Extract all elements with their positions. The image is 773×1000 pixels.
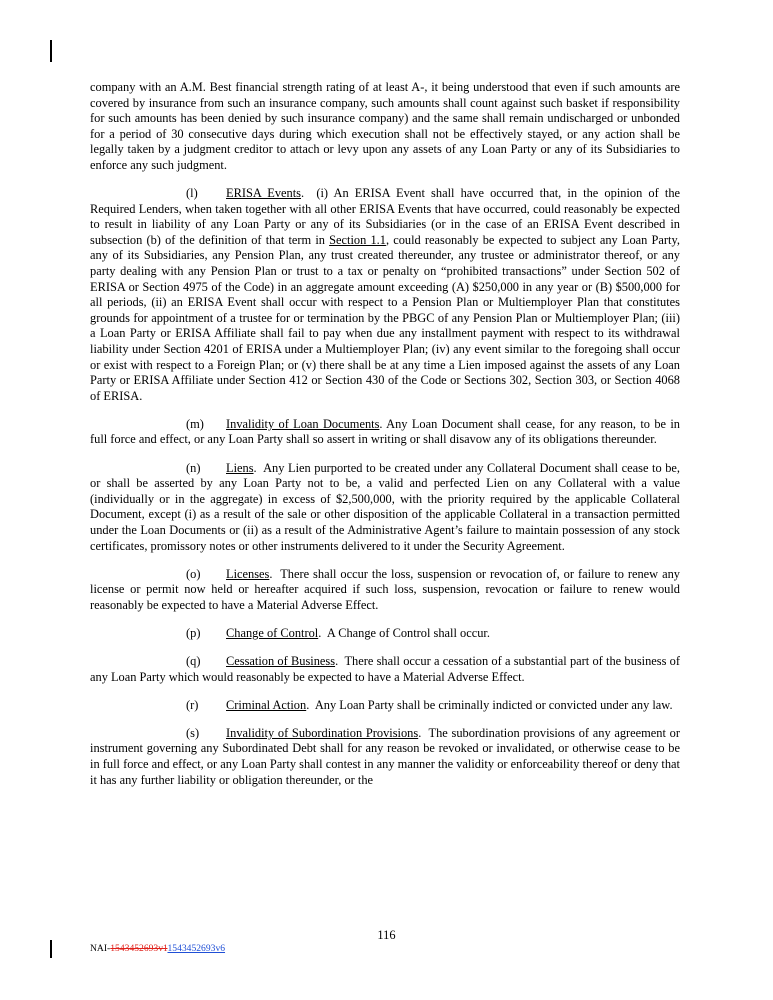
- section-m: (m) Invalidity of Loan Documents. Any Loan Document shall cease, for any reason, to be in full force and effect, or any Loan Party shall so assert in writing or shall disavow any of its obligations thereunder.: [90, 416, 680, 447]
- section-heading: Cessation of Business: [226, 654, 336, 668]
- section-q: (q) Cessation of Business. There shall occur a cessation of a substantial part of the business of any Loan Party which would reasonably be expected to have a Material Adverse Effect.: [90, 654, 680, 684]
- section-heading: Invalidity of Subordination Provisions: [226, 725, 419, 740]
- deleted-doc-id: 1543452693v1: [110, 943, 168, 954]
- section-reference-link[interactable]: Section 1.1: [329, 232, 386, 247]
- change-bar-top: [50, 40, 52, 62]
- section-heading: Invalidity of Loan Documents: [226, 416, 380, 431]
- section-p: (p) Change of Control. A Change of Control shall occur.: [186, 625, 490, 640]
- intro-paragraph: company with an A.M. Best financial strength rating of at least A-, it being understood that even if such amounts are covered by insurance from such an insurance company, such amounts shall count against such basket if responsibility for such amounts has been denied by such insurance company) and the same shall remain undischarged or unbonded for a period of 30 consecutive days during which execution shall not be effectively stayed, or any action shall be legally taken by a judgment creditor to attach or levy upon any assets of any Loan Party or any of its Subsidiaries to enforce any such judgment.: [90, 80, 680, 172]
- section-heading: Criminal Action: [226, 697, 307, 712]
- section-r: (r) Criminal Action. Any Loan Party shall be criminally indicted or convicted under any law.: [186, 697, 673, 712]
- document-body: [90, 80, 680, 801]
- section-heading: Change of Control: [226, 625, 319, 640]
- section-heading: Licenses: [226, 566, 270, 581]
- section-s: (s) Invalidity of Subordination Provisions. The subordination provisions of any agreement or instrument governing any Subordinated Debt shall for any reason be revoked or invalidated, or otherwise cease to be in full force and effect, or any Loan Party shall contest in any manner the validity or enforceability thereof or deny that it has any further liability or obligation thereunder, or the: [90, 725, 680, 787]
- section-n: (n) Liens. Any Lien purported to be created under any Collateral Document shall cease to be, or shall be asserted by any Loan Party not to be, a valid and perfected Lien on any Collateral with a value (individually or in the aggregate) in excess of $2,500,000, with the priority required by the applicable Collateral Document, except (i) as a result of the sale or other disposition of the applicable Collateral in a transaction permitted under the Loan Documents or (ii) as a result of the Administrative Agent’s failure to maintain possession of any stock certificates, promissory notes or other instruments delivered to it under the Security Agreement.: [90, 460, 681, 553]
- section-o: (o) Licenses. There shall occur the loss, suspension or revocation of, or failure to renew any license or permit now held or hereafter acquired if such loss, suspension, revocation or failure to renew would reasonably be expected to have a Material Adverse Effect.: [90, 566, 680, 612]
- page-number: 116: [377, 928, 396, 942]
- section-heading: Liens: [226, 460, 254, 475]
- inserted-doc-id: 1543452693v6: [167, 943, 226, 954]
- section-heading: ERISA Events: [226, 186, 301, 201]
- section-l: (l) ERISA Events. (i) An ERISA Event shall have occurred that, in the opinion of the Required Lenders, when taken together with all other ERISA Events that have occurred, could reasonably be expected to result in liability of any Loan Party or any of its Subsidiaries (or in the case of an ERISA Event described in subsection (b) of the definition of that term in Section 1.1, could reasonably be expected to subject any Loan Party, any of its Subsidiaries, any Pension Plan, any trust created thereunder, any trustee or administrator thereof, or any party dealing with any Pension Plan or trust to a tax or penalty on “prohibited transactions” under Section 502 of ERISA or Section 4975 of the Code) in an aggregate amount exceeding (A) $250,000 in any year or (B) $500,000 for all periods, (ii) an ERISA Event shall occur with respect to a Pension Plan or Multiemployer Plan that constitutes grounds for appointment of a trustee for or termination by the PBGC of any Pension Plan or Multiemployer Plan; (iii) a Loan Party or ERISA Affiliate shall fail to pay when due any installment payment with respect to its withdrawal liability under Section 4201 of ERISA under a Multiemployer Plan; (iv) any event similar to the foregoing shall occur or exist with respect to a Foreign Plan; or (v) there shall be at any time a Lien imposed against the assets of any Loan Party or ERISA Affiliate under Section 412 or Section 430 of the Code or Sections 302, Section 303, or Section 4068 of ERISA.: [90, 186, 681, 403]
- document-id-footer: NAI-1543452693v11543452693v6: [90, 943, 226, 954]
